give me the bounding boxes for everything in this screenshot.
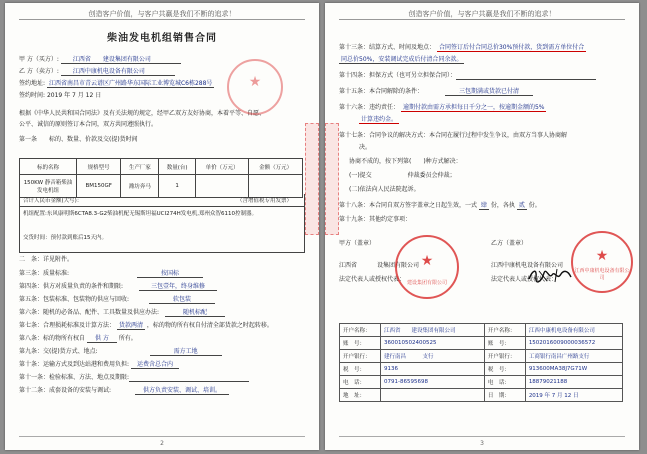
art7-label: 第七条：合理损耗标准及计算方法： [19, 322, 116, 329]
table-row [340, 324, 623, 337]
total-label: 合计人民币金额(大写)： [23, 198, 83, 204]
party-b-stamp-label: 乙方（盖章） [491, 240, 528, 247]
article-17-d: (一)提交 仲裁委员会仲裁； [349, 172, 456, 179]
article-10 [19, 360, 309, 369]
article-2: 二 条：详见附件。 [19, 256, 74, 263]
art16-value: 逾期付款由需方承担每日千分之一，按逾期金额的5% [402, 104, 545, 111]
article-15 [339, 87, 629, 96]
article-17-e: (二)依法向人民法院起诉。 [349, 186, 420, 193]
art8-value: 供 方 [87, 335, 117, 343]
art11-blank [129, 374, 249, 382]
seller-label: 乙 方（卖方）: [19, 68, 59, 75]
contract-page-3 [325, 3, 639, 450]
article-6 [19, 308, 309, 317]
bank-field-label: 开户名称： [484, 324, 525, 337]
party-a-stamp-label: 甲方（盖章） [339, 240, 376, 247]
art18-each: 贰 [518, 202, 525, 209]
bank-field-label: 开户银行： [484, 350, 525, 363]
bank-field-label: 地 址： [340, 389, 381, 402]
art4-label: 第四条：供方对质量负责的条件和期限: [19, 283, 124, 290]
art5-value: 软包装 [149, 296, 215, 304]
buyer-seal-faded [227, 59, 283, 115]
art7-value: 货款两清 [118, 322, 143, 329]
art6-label: 第六条：随机的必备品、配件、工具数量及供应办法: [19, 309, 160, 316]
bank-field-label: 账 号： [340, 337, 381, 350]
art13-label: 第十三条：结算方式、时间及地点： [339, 44, 436, 51]
sign-place-label: 签约地址: [19, 80, 46, 87]
contract-title: 柴油发电机组销售合同 [107, 33, 217, 44]
article-18 [339, 201, 629, 210]
article-17-c: 协商不成的，按下列第( )种方式解决： [349, 158, 462, 165]
art15-value: 三包期满或货款已付清 [445, 88, 533, 96]
art13-value: 合同签订后付合同总价30%预付款，货到需方单位付合 [438, 44, 585, 51]
seller-seal [571, 231, 633, 293]
bank-field-value: 工商银行南昌广州路支行 [525, 350, 622, 363]
cell-model: BM150GF [77, 175, 121, 198]
table-row [340, 389, 623, 402]
art14-blank [456, 72, 596, 80]
col-header: 金额（万元） [249, 159, 303, 175]
sign-date: 2019 年 7 月 12 日 [46, 92, 102, 99]
art14-label: 第十四条：担保方式（也可另立担保合同）： [339, 72, 457, 79]
article-7 [19, 321, 309, 330]
art13-value-cont: 同总价50%，安装调试完成后付清合同余款。 [341, 56, 463, 63]
goods-table [19, 158, 303, 198]
art16-tail: 计算违约金。 [361, 116, 398, 123]
footer-divider [339, 436, 625, 437]
contract-page-2 [5, 3, 319, 450]
art6-value: 随机标配 [165, 309, 225, 317]
article-8 [19, 334, 309, 343]
article-11 [19, 373, 309, 382]
article-5 [19, 295, 309, 304]
footer-divider [19, 436, 305, 437]
article-1: 第一条 标的、数量、价款及交(提)货时间 [19, 136, 138, 143]
col-header: 规格型号 [77, 159, 121, 175]
bank-field-value [381, 389, 485, 402]
art7-tail: ，标的物的所有权自付清全部货款之时起转移。 [146, 322, 273, 329]
art9-label: 第九条：交(提)货方式、地点: [19, 348, 98, 355]
buyer-seal [395, 235, 459, 299]
col-header: 单价（万元） [195, 159, 249, 175]
art8-label: 第八条：标的物所有权自 [19, 335, 86, 342]
article-9 [19, 347, 309, 356]
config-text: 机组配置:东风康明斯6CTA8.3-G2柴油机配无锡斯坦福UCI274H发电机,郑州众智6110控制器。 [23, 211, 257, 217]
article-17: 第十七条：合同争议的解决方式：本合同在履行过程中发生争议，由双方当事人协商解 [339, 132, 568, 139]
seller-name: 江西中康机电设备有限公司 [61, 68, 175, 76]
seal-star-icon: ★ [595, 248, 609, 265]
bank-field-value: 18879021188 [525, 376, 622, 389]
intro-line-2: 公平、诚信的原则签订本合同，双方共同遵照执行。 [19, 121, 158, 128]
sign-date-label: 签约时间: [19, 92, 46, 99]
bank-field-label: 电 话： [484, 376, 525, 389]
header-divider [19, 19, 305, 20]
article-16 [339, 103, 629, 112]
seller-seal-text: 江西中康机电设备有限公司 [574, 267, 630, 281]
art10-label: 第十条：运输方式及到达站港和费用负担: [19, 361, 130, 368]
bank-field-label: 账 号： [484, 337, 525, 350]
total-row [19, 194, 305, 207]
table-row [340, 376, 623, 389]
art12-value: 供方负责安装、调试、培训。 [135, 387, 229, 395]
col-header: 标的名称 [20, 159, 77, 175]
table-row [340, 337, 623, 350]
bank-field-label: 开户名称： [340, 324, 381, 337]
article-14 [339, 71, 629, 80]
art5-label: 第五条：包装标准、包装物的供应与回收: [19, 296, 130, 303]
bank-field-label: 开户银行： [340, 350, 381, 363]
cell-item-name: 150KW 静音箱柴油发电机组 [20, 175, 77, 198]
article-13-cont [339, 55, 629, 64]
page-number: 2 [160, 440, 164, 447]
art9-value: 需方工地 [150, 348, 222, 356]
table-row [340, 363, 623, 376]
cell-qty: 1 [159, 175, 195, 198]
bank-field-label: 税 号： [340, 363, 381, 376]
bank-field-label: 日 期： [484, 389, 525, 402]
art18-copies: 肆 [480, 202, 487, 209]
config-box [19, 207, 305, 253]
page-motto: 创造客户价值，与客户共赢是我们不断的追求！ [408, 10, 556, 18]
bank-field-value: 0791-86595698 [381, 376, 485, 389]
article-4 [19, 282, 309, 291]
article-3 [19, 269, 309, 278]
party-a-province: 江西省 [339, 262, 358, 269]
art16-label: 第十六条：违约责任： [339, 104, 400, 111]
art18-text-b: 份，各执 [490, 202, 515, 209]
tax-note: （含增值税专用发票） [236, 198, 292, 204]
delivery-text: 交货时间：预付款到账后15天内。 [23, 235, 107, 241]
bank-field-value: 9136 [381, 363, 485, 376]
party-a-suffix: 设集团有限公司 [376, 262, 419, 269]
buyer-name: 江西省 建设集团有限公司 [61, 56, 181, 64]
art15-label: 第十五条：本合同解除的条件： [339, 88, 424, 95]
art12-label: 第十二条：成套设备的安装与调试: [19, 387, 112, 394]
handwritten-signature [527, 265, 575, 285]
seal-star-icon: ★ [248, 73, 262, 90]
cross-page-seal-left [305, 123, 319, 235]
buyer-label: 甲 方（买方）: [19, 56, 59, 63]
bank-info-table [339, 323, 623, 402]
page-number: 3 [480, 440, 484, 447]
buyer-seal-text: 建设集团有限公司 [406, 280, 447, 287]
col-header: 数量(台) [159, 159, 195, 175]
bank-field-value: 江西省 建设集团有限公司 [381, 324, 485, 337]
sign-place: 江西省南昌市青云谱区广州路华东国际工业博览城C6栋288号 [48, 80, 213, 87]
art18-text-c: 份。 [528, 202, 541, 209]
art11-label: 第十一条：检验标准、方法、地点及期限: [19, 374, 130, 381]
intro-line-1: 根据《中华人民共和国合同法》及有关法规的规定，经甲乙双方友好协商，本着平等、自愿、 [19, 110, 266, 117]
art3-label: 第三条：质量标准: [19, 270, 70, 277]
party-a-rep: 法定代表人或授权代表： [339, 276, 406, 283]
goods-table-header [20, 159, 303, 175]
bank-field-value: 360010502400525 [381, 337, 485, 350]
art10-value: 运费含总合内 [131, 361, 179, 369]
bank-field-value: 建行南昌 支行 [381, 350, 485, 363]
article-19: 第十九条：其他约定事项： [339, 216, 412, 223]
cross-page-seal-right [325, 123, 339, 235]
header-divider [339, 19, 625, 20]
party-b-rep: 法定代表人或授权代表： [491, 276, 558, 283]
bank-field-label: 电 话： [340, 376, 381, 389]
art3-value: 按国标 [137, 270, 203, 278]
bank-field-value: 1502016009000036572 [525, 337, 622, 350]
article-16-cont [359, 115, 629, 124]
party-b-name: 江西中康机电设备有限公司 [491, 262, 564, 269]
bank-field-value: 江西中康机电设备有限公司 [525, 324, 622, 337]
table-row [340, 350, 623, 363]
article-17-b: 决。 [359, 144, 372, 151]
bank-field-value: 913600MA38J7G71W [525, 363, 622, 376]
art4-value: 三包壹年，终身维修 [139, 283, 217, 291]
cell-maker: 潍坊奔马 [121, 175, 159, 198]
art8-tail: 所有。 [118, 335, 137, 342]
article-13 [339, 43, 629, 52]
bank-field-label: 税 号： [484, 363, 525, 376]
bank-field-value: 2019 年 7 月 12 日 [525, 389, 622, 402]
article-12 [19, 386, 309, 395]
art18-text-a: 第十八条：本合同自双方签字盖章之日起生效，一式 [339, 202, 478, 209]
page-motto: 创造客户价值，与客户共赢是我们不断的追求！ [88, 10, 236, 18]
seal-star-icon: ★ [420, 253, 434, 269]
col-header: 生产厂家 [121, 159, 159, 175]
